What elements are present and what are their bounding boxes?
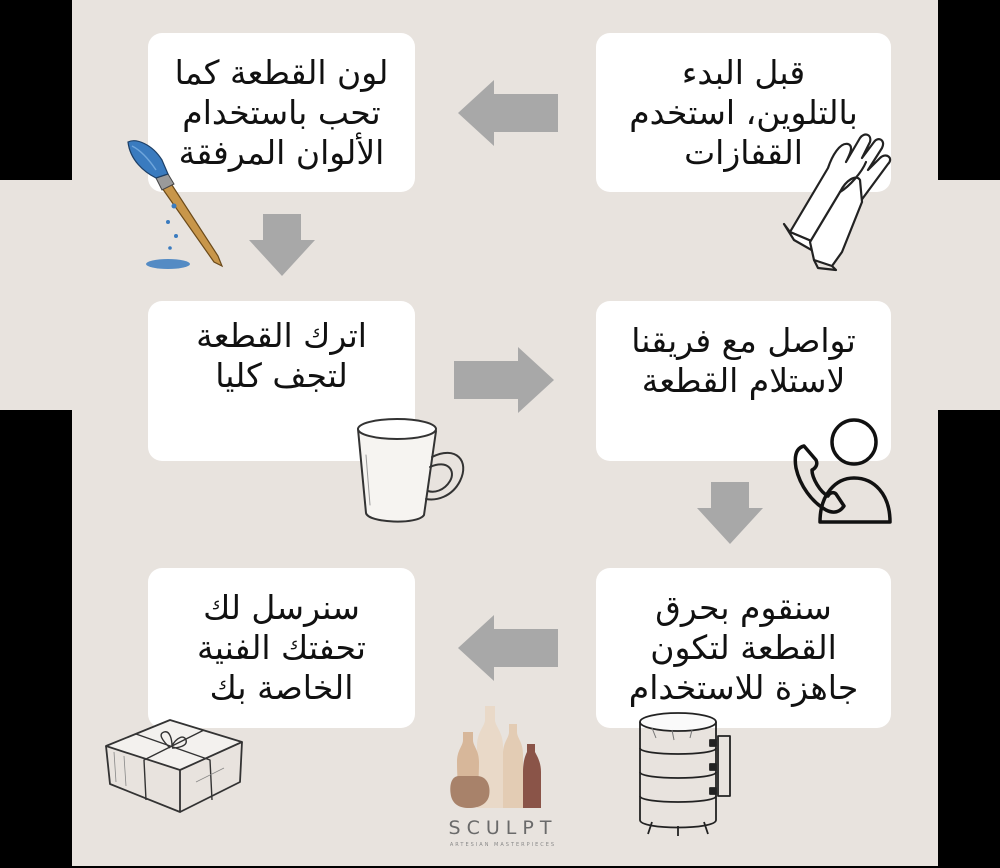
arrow-right-1 [454,347,554,413]
step-6-text: سنرسل لك تحفتك الفنية الخاصة بك [197,588,366,707]
arrow-left-1 [458,80,558,146]
vases-icon [447,702,559,812]
step-4-text: تواصل مع فريقنا لاستلام القطعة [631,321,856,400]
kiln-icon [632,708,740,838]
background-panel-right-strip [938,180,1000,410]
background-panel-left-strip [0,180,72,410]
arrow-left-2 [458,615,558,681]
step-3-text: اترك القطعة لتجف كليا [196,316,367,395]
logo-tagline: ARTESIAN MASTERPIECES [449,842,557,848]
step-1-text: قبل البدء بالتلوين، استخدم القفازات [629,52,858,172]
phone-contact-icon [790,412,910,532]
step-2-text: لون القطعة كما تحب باستخدام الألوان المرفقة [174,52,389,172]
logo-name: SCULPT [448,817,558,839]
arrow-down-2 [697,482,763,544]
step-5-box [596,568,891,728]
gloves-icon [770,132,900,272]
package-icon [100,712,250,818]
arrow-down-1 [249,214,315,276]
step-6-box [148,568,415,728]
mug-icon [352,415,474,530]
paintbrush-icon [122,138,232,273]
step-5-text: سنقوم بحرق القطعة لتكون جاهزة للاستخدام [628,588,859,707]
